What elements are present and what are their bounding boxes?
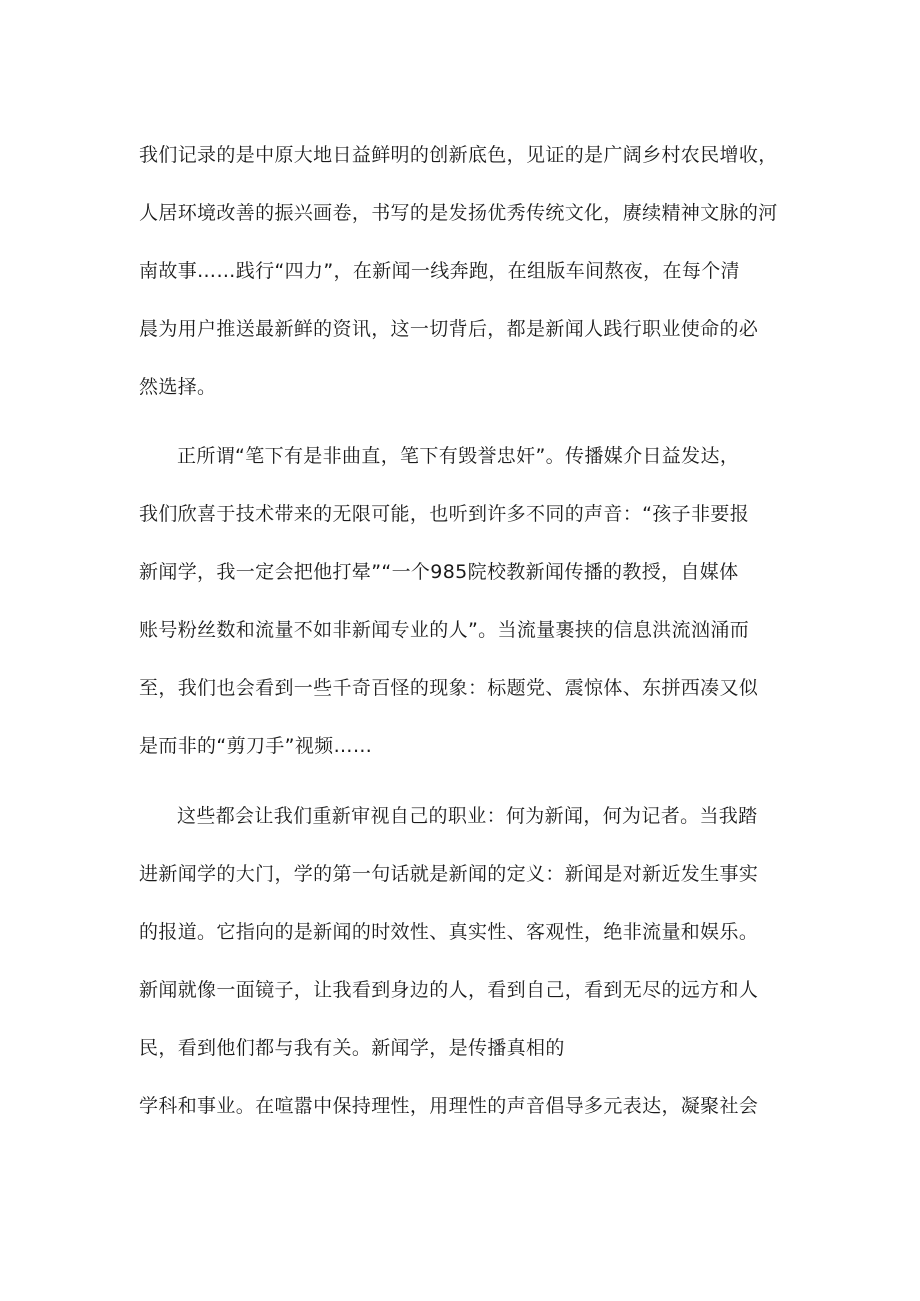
- paragraph-1-line-4: 晨为用户推送最新鲜的资讯，这一切背后，都是新闻人践行职业使命的必: [139, 318, 759, 340]
- paragraph-3-line-1: 这些都会让我们重新审视自己的职业：何为新闻，何为记者。当我踏: [177, 805, 758, 827]
- paragraph-3-line-5: 民，看到他们都与我有关。新闻学，是传播真相的: [139, 1037, 565, 1059]
- paragraph-2-line-6: 是而非的“剪刀手”视频……: [139, 735, 373, 757]
- paragraph-1-line-2: 人居环境改善的振兴画卷，书写的是发扬优秀传统文化，赓续精神文脉的河: [139, 202, 778, 224]
- paragraph-2-line-4: 账号粉丝数和流量不如非新闻专业的人”。当流量裹挟的信息洪流汹涌而: [139, 619, 750, 641]
- paragraph-1-line-3: 南故事……践行“四力”，在新闻一线奔跑，在组版车间熬夜，在每个清: [139, 260, 740, 282]
- paragraph-2-line-1: 正所谓“笔下有是非曲直，笔下有毁誉忠奸”。传播媒介日益发达，: [177, 445, 740, 467]
- paragraph-3-line-4: 新闻就像一面镜子，让我看到身边的人，看到自己，看到无尽的远方和人: [139, 979, 759, 1001]
- paragraph-2-line-5: 至，我们也会看到一些千奇百怪的现象：标题党、震惊体、东拼西凑又似: [139, 677, 759, 699]
- paragraph-3-line-2: 进新闻学的大门，学的第一句话就是新闻的定义：新闻是对新近发生事实: [139, 863, 759, 885]
- paragraph-2-line-3: 新闻学，我一定会把他打晕”“一个985院校教新闻传播的教授，自媒体: [139, 561, 739, 583]
- paragraph-1-line-5: 然选择。: [139, 376, 217, 398]
- paragraph-3-line-3: 的报道。它指向的是新闻的时效性、真实性、客观性，绝非流量和娱乐。: [139, 921, 759, 943]
- paragraph-2-line-2: 我们欣喜于技术带来的无限可能，也听到许多不同的声音：“孩子非要报: [139, 503, 750, 525]
- paragraph-1-line-1: 我们记录的是中原大地日益鲜明的创新底色，见证的是广阔乡村农民增收，: [139, 144, 778, 166]
- paragraph-3-line-6: 学科和事业。在喧嚣中保持理性，用理性的声音倡导多元表达，凝聚社会: [139, 1095, 759, 1117]
